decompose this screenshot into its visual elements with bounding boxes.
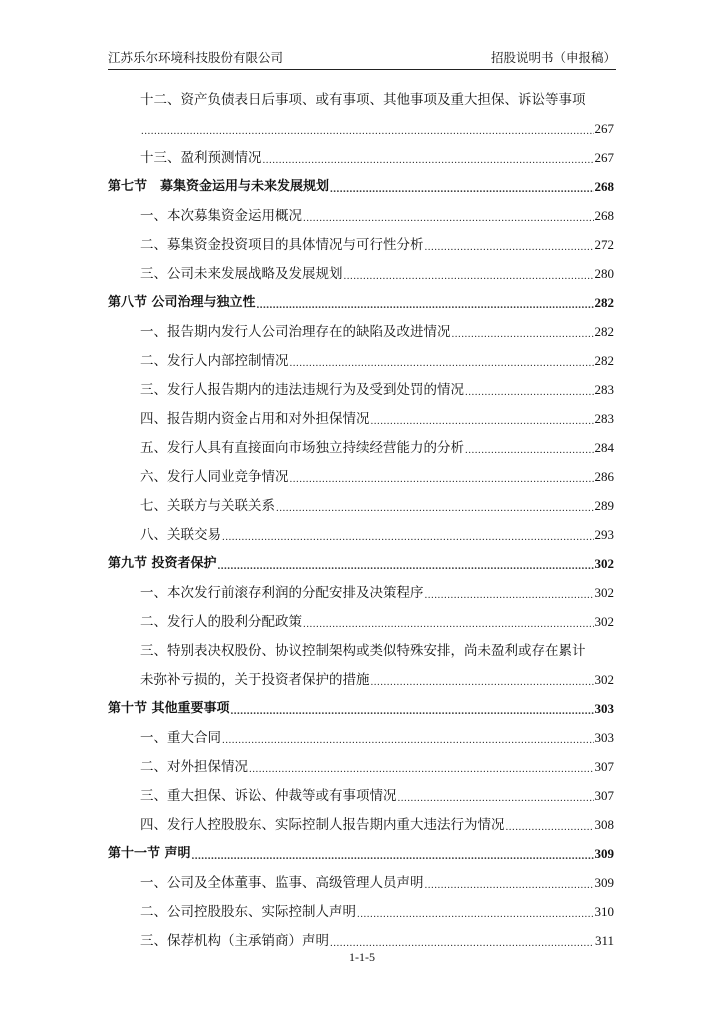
toc-entry[interactable] bbox=[108, 490, 614, 519]
toc-entry-title: 二、募集资金投资项目的具体情况与可行性分析 bbox=[140, 237, 424, 253]
toc-entry-title: 第十节 其他重要事项 bbox=[108, 701, 230, 716]
dot-leader bbox=[425, 878, 594, 892]
toc-entry[interactable] bbox=[108, 519, 614, 548]
toc-entry-title: 三、重大担保、诉讼、仲裁等或有事项情况 bbox=[140, 788, 397, 804]
toc-page-number: 302 bbox=[594, 672, 614, 687]
toc-entry[interactable] bbox=[108, 84, 614, 113]
toc-section-entry[interactable] bbox=[108, 171, 614, 200]
page-number: 1-1-5 bbox=[349, 950, 375, 964]
toc-entry[interactable] bbox=[108, 142, 614, 171]
toc-page-number: 272 bbox=[594, 237, 614, 252]
dot-leader bbox=[452, 327, 594, 341]
toc-entry[interactable] bbox=[108, 229, 614, 258]
toc-entry[interactable] bbox=[108, 316, 614, 345]
toc-page-number: 302 bbox=[594, 585, 614, 600]
toc-page-number: 311 bbox=[594, 933, 614, 948]
toc-entry-title: 一、公司及全体董事、监事、高级管理人员声明 bbox=[140, 875, 424, 891]
page-header bbox=[108, 50, 616, 70]
toc-entry-title: 十三、盈利预测情况 bbox=[140, 150, 262, 166]
dot-leader bbox=[218, 559, 594, 573]
toc-entry-title: 一、重大合同 bbox=[140, 730, 221, 746]
dot-leader bbox=[303, 211, 594, 225]
toc-entry-title: 七、关联方与关联关系 bbox=[140, 498, 275, 514]
toc-page-number: 268 bbox=[594, 208, 614, 223]
toc-entry-title: 三、发行人报告期内的违法违规行为及受到处罚的情况 bbox=[140, 382, 464, 398]
dot-leader bbox=[398, 791, 594, 805]
toc-entry[interactable] bbox=[108, 200, 614, 229]
toc-page-number: 267 bbox=[594, 150, 614, 165]
toc-page-number: 303 bbox=[594, 730, 614, 745]
toc-entry[interactable] bbox=[108, 722, 614, 751]
toc-entry-title: 二、发行人内部控制情况 bbox=[140, 353, 289, 369]
dot-leader bbox=[425, 588, 594, 602]
toc-section-entry[interactable] bbox=[108, 838, 614, 867]
toc-entry-title: 三、保荐机构（主承销商）声明 bbox=[140, 933, 329, 949]
toc-page-number: 302 bbox=[594, 556, 614, 571]
dot-leader bbox=[222, 733, 594, 747]
toc-entry-title: 第七节 募集资金运用与未来发展规划 bbox=[108, 179, 330, 194]
dot-leader bbox=[371, 414, 594, 428]
toc-page-number: 310 bbox=[594, 904, 614, 919]
toc-entry[interactable] bbox=[108, 345, 614, 374]
dot-leader bbox=[506, 820, 594, 834]
toc-entry-title: 二、对外担保情况 bbox=[140, 759, 248, 775]
toc-page-number: 284 bbox=[594, 440, 614, 455]
toc-entry-title: 第八节 公司治理与独立性 bbox=[108, 295, 256, 310]
toc-page-number: 293 bbox=[594, 527, 614, 542]
toc-entry[interactable] bbox=[108, 258, 614, 287]
toc-entry[interactable] bbox=[108, 751, 614, 780]
dot-leader bbox=[465, 443, 594, 457]
toc-page-number: 280 bbox=[594, 266, 614, 281]
dot-leader bbox=[222, 530, 594, 544]
dot-leader bbox=[263, 153, 594, 167]
toc-section-entry[interactable] bbox=[108, 287, 614, 316]
toc-entry[interactable] bbox=[108, 461, 614, 490]
toc-entry-title: 六、发行人同业竞争情况 bbox=[140, 469, 289, 485]
toc-page-number: 289 bbox=[594, 498, 614, 513]
dot-leader bbox=[276, 501, 594, 515]
toc-entry-title: 一、本次募集资金运用概况 bbox=[140, 208, 302, 224]
toc-entry-title: 一、报告期内发行人公司治理存在的缺陷及改进情况 bbox=[140, 324, 451, 340]
toc-page-number: 309 bbox=[594, 846, 614, 861]
toc-entry-title: 一、本次发行前滚存利润的分配安排及决策程序 bbox=[140, 585, 424, 601]
dot-leader bbox=[330, 182, 593, 196]
toc-entry-title: 二、公司控股股东、实际控制人声明 bbox=[140, 904, 356, 920]
toc-page-number: 307 bbox=[594, 788, 614, 803]
table-of-contents bbox=[108, 84, 614, 954]
toc-entry-title: 八、关联交易 bbox=[140, 527, 221, 543]
toc-page-number: 282 bbox=[594, 295, 614, 310]
toc-page-number: 268 bbox=[594, 179, 614, 194]
toc-entry[interactable] bbox=[108, 403, 614, 432]
toc-entry[interactable] bbox=[108, 113, 614, 142]
toc-page-number: 303 bbox=[594, 701, 614, 716]
toc-entry-title: 四、报告期内资金占用和对外担保情况 bbox=[140, 411, 370, 427]
toc-entry[interactable] bbox=[108, 374, 614, 403]
toc-entry[interactable] bbox=[108, 432, 614, 461]
dot-leader bbox=[290, 472, 594, 486]
toc-page-number: 302 bbox=[594, 614, 614, 629]
toc-entry[interactable] bbox=[108, 606, 614, 635]
toc-entry-title: 三、公司未来发展战略及发展规划 bbox=[140, 266, 343, 282]
toc-page-number: 286 bbox=[594, 469, 614, 484]
toc-entry[interactable] bbox=[108, 664, 614, 693]
company-name: 江苏乐尔环境科技股份有限公司 bbox=[108, 50, 284, 65]
toc-page-number: 283 bbox=[594, 411, 614, 426]
toc-section-entry[interactable] bbox=[108, 693, 614, 722]
toc-entry-title: 第十一节 声明 bbox=[108, 846, 191, 861]
toc-page-number: 309 bbox=[594, 875, 614, 890]
toc-entry-title: 四、发行人控股股东、实际控制人报告期内重大违法行为情况 bbox=[140, 817, 505, 833]
dot-leader bbox=[344, 269, 594, 283]
toc-entry-title: 未弥补亏损的，关于投资者保护的措施 bbox=[140, 672, 370, 688]
dot-leader bbox=[465, 385, 594, 399]
toc-entry-title: 二、发行人的股利分配政策 bbox=[140, 614, 302, 630]
toc-page-number: 282 bbox=[594, 324, 614, 339]
dot-leader bbox=[371, 675, 594, 689]
dot-leader bbox=[231, 704, 594, 718]
toc-page-number: 267 bbox=[594, 121, 614, 136]
document-title: 招股说明书（申报稿） bbox=[490, 50, 616, 65]
toc-entry-title: 十二、资产负债表日后事项、或有事项、其他事项及重大担保、诉讼等事项 bbox=[140, 92, 586, 108]
toc-entry[interactable] bbox=[108, 577, 614, 606]
toc-entry[interactable] bbox=[108, 809, 614, 838]
toc-entry[interactable] bbox=[108, 867, 614, 896]
toc-page-number: 283 bbox=[594, 382, 614, 397]
dot-leader bbox=[141, 124, 594, 138]
toc-page-number: 282 bbox=[594, 353, 614, 368]
toc-entry-title: 三、特别表决权股份、协议控制架构或类似特殊安排，尚未盈利或存在累计 bbox=[140, 643, 586, 659]
dot-leader bbox=[192, 849, 594, 863]
dot-leader bbox=[257, 298, 594, 312]
toc-entry-title: 五、发行人具有直接面向市场独立持续经营能力的分析 bbox=[140, 440, 464, 456]
toc-entry[interactable] bbox=[108, 896, 614, 925]
toc-page-number: 308 bbox=[594, 817, 614, 832]
toc-entry[interactable] bbox=[108, 635, 614, 664]
dot-leader bbox=[290, 356, 594, 370]
toc-entry[interactable] bbox=[108, 780, 614, 809]
toc-page-number: 307 bbox=[594, 759, 614, 774]
dot-leader bbox=[303, 617, 594, 631]
dot-leader bbox=[249, 762, 594, 776]
toc-section-entry[interactable] bbox=[108, 548, 614, 577]
toc-entry-title: 第九节 投资者保护 bbox=[108, 556, 217, 571]
dot-leader bbox=[425, 240, 594, 254]
dot-leader bbox=[357, 907, 594, 921]
dot-leader bbox=[330, 936, 594, 950]
